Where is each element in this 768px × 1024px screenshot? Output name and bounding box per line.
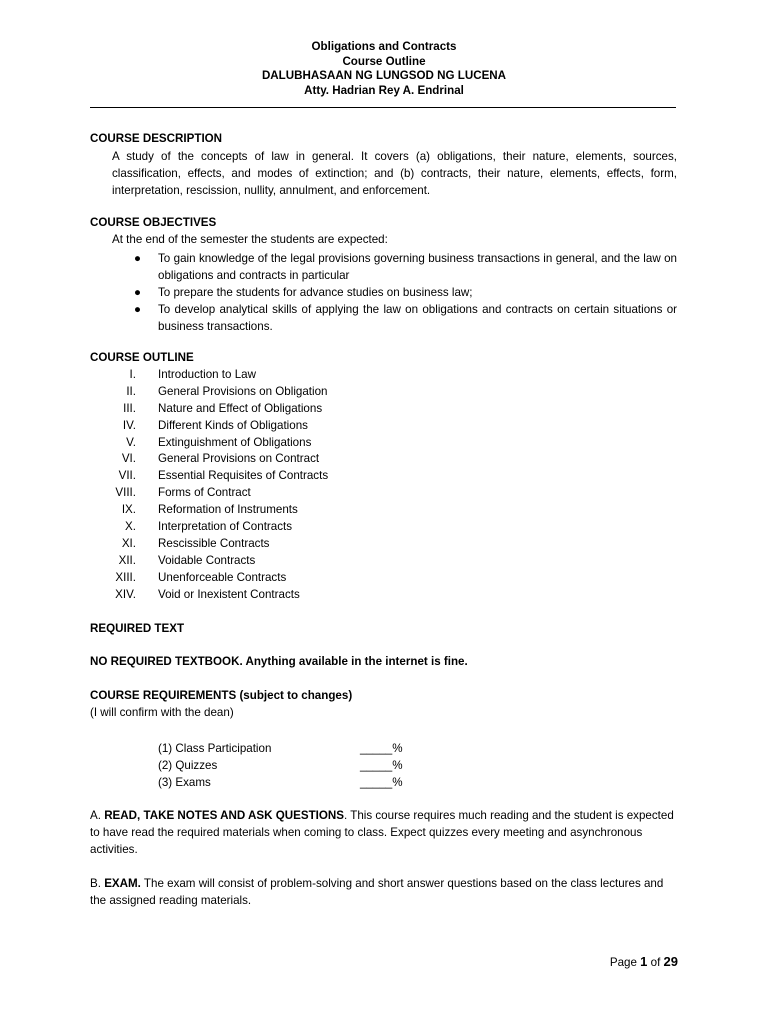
list-item: (2) Quizzes _____% [158,759,403,772]
list-item: III. Nature and Effect of Obligations [123,401,323,415]
course-outline-heading: COURSE OUTLINE [90,351,194,364]
institution-name: DALUBHASAAN NG LUNGSOD NG LUCENA [261,69,507,82]
bullet-icon: ● [134,303,142,316]
list-item: (3) Exams _____% [158,776,403,789]
list-item: ● To prepare the students for advance studies on business law; [134,286,473,299]
list-item: ● To gain knowledge of the legal provisions governing business transactions in general, and the law on obligations and contracts in particular [134,252,677,282]
required-text-note: NO REQUIRED TEXTBOOK. Anything available in the internet is fine. [90,655,468,668]
list-item: I. Introduction to Law [129,368,256,381]
instructor-name: Atty. Hadrian Rey A. Endrinal [304,83,464,97]
total-pages: 29 [663,954,678,969]
list-item: VIII. Forms of Contract [115,486,251,500]
list-item: II. General Provisions on Obligation [126,384,328,398]
bullet-icon: ● [134,252,142,265]
course-description-heading: COURSE DESCRIPTION [90,132,223,145]
document-type: Course Outline [342,54,426,68]
outline-list [100,367,328,603]
requirements-subtitle: (I will confirm with the dean) [90,706,234,719]
document-header [90,40,678,98]
list-item: XII. Voidable Contracts [118,553,256,567]
section-a-paragraph: A. READ, TAKE NOTES AND ASK QUESTIONS. This course requires much reading and the student is expected to have read the required materials when coming to class. Expect quizzes every meeting and asynchronous activities. [90,809,674,856]
header-divider [90,107,676,108]
list-item: VI. General Provisions on Contract [121,452,320,466]
section-a-heading: READ, TAKE NOTES AND ASK QUESTIONS [104,809,345,822]
course-description-text: A study of the concepts of law in general. It covers (a) obligations, their nature, elements, sources, classification, effects, and modes of extinction; and (b) contracts, their nature, elements, effects, form, interpretation, rescission, nullity, annulment, and enforcement. [112,150,677,197]
list-item: XI. Rescissible Contracts [121,536,270,550]
list-item: X. Interpretation of Contracts [125,520,293,534]
bullet-icon: ● [134,286,142,299]
list-item: IX. Reformation of Instruments [121,503,298,517]
section-b-paragraph: B. EXAM. The exam will consist of problem-solving and short answer questions based on the class lectures and the assigned reading materials. [90,877,664,907]
objectives-list [130,250,677,335]
list-item: ● To develop analytical skills of applying the law on obligations and contracts on certain situations or business transactions. [134,303,677,333]
list-item: V. Extinguishment of Obligations [126,435,312,449]
objectives-intro: At the end of the semester the students are expected: [112,233,388,246]
list-item: XIV. Void or Inexistent Contracts [115,587,300,601]
list-item: XIII. Unenforceable Contracts [115,570,287,584]
current-page: 1 [640,954,648,969]
list-item: (1) Class Participation _____% [158,742,403,755]
list-item: VII. Essential Requisites of Contracts [118,469,329,483]
section-b-heading: EXAM. [104,877,141,890]
course-requirements-heading: COURSE REQUIREMENTS (subject to changes) [90,689,353,702]
required-text-heading: REQUIRED TEXT [90,622,185,635]
requirements-list [158,740,403,791]
page-number: Page 1 of 29 [609,954,678,969]
course-objectives-heading: COURSE OBJECTIVES [90,216,217,229]
list-item: IV. Different Kinds of Obligations [122,418,308,432]
course-title: Obligations and Contracts [311,40,457,53]
